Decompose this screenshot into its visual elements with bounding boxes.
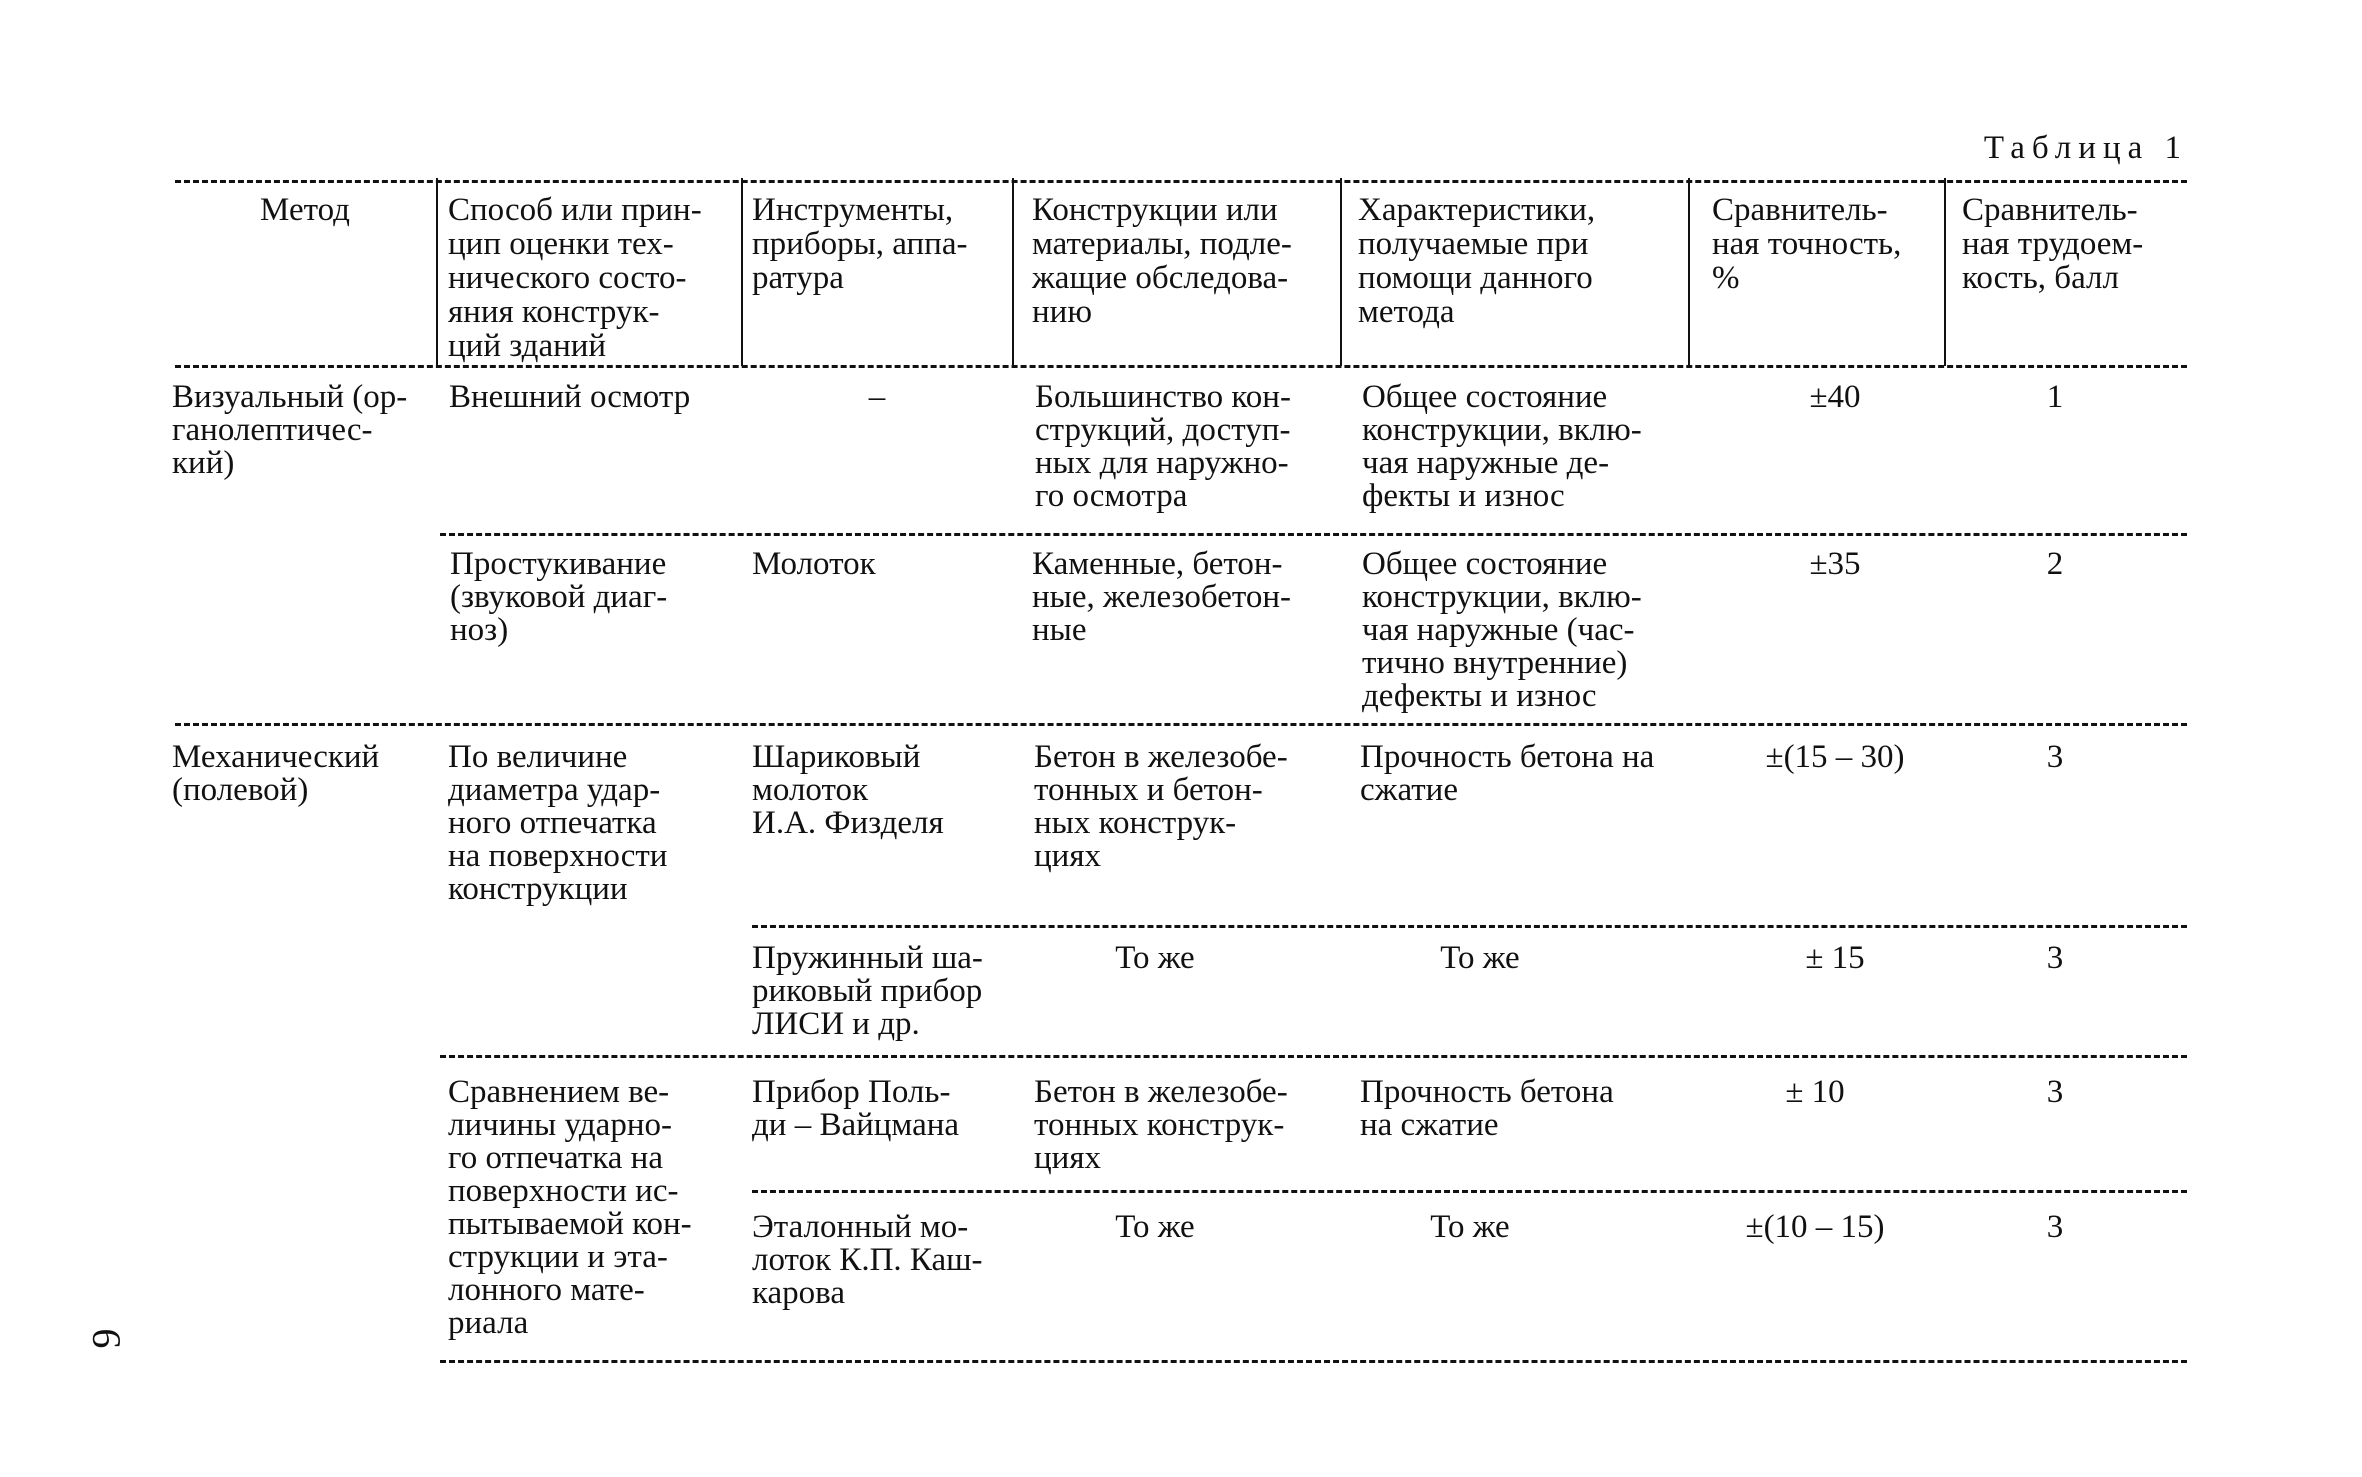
- header-way: Способ или прин- цип оценки тех- нического состо- яния конструк- ций зданий: [448, 192, 702, 364]
- rule-subgroup-bottom: [440, 1055, 2187, 1058]
- header-divider-1: [436, 178, 438, 366]
- table-caption: Таблица 1: [1983, 130, 2188, 166]
- rule-table-bottom: [440, 1360, 2187, 1363]
- row-3-tool: Шариковый молоток И.А. Физделя: [752, 739, 944, 841]
- row-5-way: Сравнением ве- личины ударно- го отпечатка на поверхности ис- пытываемой кон- струкции и эта- лонного мате- риала: [448, 1074, 692, 1341]
- row-1-characteristic: Общее состояние конструкции, вклю- чая наружные де- фекты и износ: [1362, 379, 1642, 514]
- row-4-tool: Пружинный ша- риковый прибор ЛИСИ и др.: [752, 940, 983, 1042]
- header-divider-3: [1012, 178, 1014, 366]
- row-6-labor: 3: [2046, 1209, 2064, 1245]
- row-2-material: Каменные, бетон- ные, железобетон- ные: [1032, 546, 1291, 648]
- rule-row-1-bottom: [440, 533, 2187, 536]
- header-tool: Инструменты, приборы, аппа- ратура: [752, 192, 968, 296]
- row-5-material: Бетон в железобе- тонных конструк- циях: [1034, 1074, 1288, 1176]
- row-6-material: То же: [1115, 1209, 1195, 1245]
- header-divider-5: [1688, 178, 1690, 366]
- header-characteristic: Характеристики, получаемые при помощи данного метода: [1358, 192, 1596, 330]
- row-1-accuracy: ±40: [1809, 379, 1861, 415]
- row-1-tool: –: [868, 379, 886, 415]
- page-number: 9: [83, 1328, 129, 1349]
- header-divider-6: [1944, 178, 1946, 366]
- row-6-accuracy: ±(10 – 15): [1745, 1209, 1885, 1245]
- header-divider-2: [741, 178, 743, 366]
- row-6-characteristic: То же: [1430, 1209, 1510, 1245]
- rule-group-1-bottom: [175, 723, 2187, 726]
- row-3-way: По величине диаметра удар- ного отпечатка на поверхности конструкции: [448, 739, 668, 907]
- row-1-material: Большинство кон- струкций, доступ- ных для наружно- го осмотра: [1035, 379, 1291, 514]
- header-method: Метод: [260, 192, 350, 228]
- row-3-material: Бетон в железобе- тонных и бетон- ных конструк- циях: [1034, 739, 1288, 874]
- row-6-tool: Эталонный мо- лоток К.П. Каш- карова: [752, 1209, 983, 1311]
- rule-header-bottom: [175, 365, 2187, 368]
- row-5-characteristic: Прочность бетона на сжатие: [1360, 1074, 1614, 1143]
- header-accuracy: Сравнитель- ная точность, %: [1712, 192, 1902, 296]
- rule-row-5-bottom: [752, 1190, 2187, 1193]
- row-2-way: Простукивание (звуковой диаг- ноз): [450, 546, 668, 648]
- row-3-accuracy: ±(15 – 30): [1765, 739, 1905, 775]
- row-4-material: То же: [1115, 940, 1195, 976]
- row-3-characteristic: Прочность бетона на сжатие: [1360, 739, 1655, 808]
- row-2-accuracy: ±35: [1809, 546, 1861, 582]
- method-mechanical: Механический (полевой): [172, 739, 380, 808]
- rule-row-3-bottom: [752, 925, 2187, 928]
- rule-table-top: [175, 180, 2187, 183]
- method-visual: Визуальный (ор- ганолептичес- кий): [172, 379, 408, 481]
- header-labor: Сравнитель- ная трудоем- кость, балл: [1962, 192, 2144, 296]
- row-2-characteristic: Общее состояние конструкции, вклю- чая наружные (час- тично внутренние) дефекты и износ: [1362, 546, 1642, 714]
- row-1-way: Внешний осмотр: [449, 379, 691, 415]
- header-divider-4: [1340, 178, 1342, 366]
- row-2-labor: 2: [2046, 546, 2064, 582]
- header-material: Конструкции или материалы, подле- жащие обследова- нию: [1032, 192, 1292, 330]
- row-5-labor: 3: [2046, 1074, 2064, 1110]
- row-4-labor: 3: [2046, 940, 2064, 976]
- row-3-labor: 3: [2046, 739, 2064, 775]
- row-5-accuracy: ± 10: [1785, 1074, 1845, 1110]
- row-2-tool: Молоток: [752, 546, 876, 582]
- row-4-characteristic: То же: [1440, 940, 1520, 976]
- row-1-labor: 1: [2046, 379, 2064, 415]
- row-5-tool: Прибор Поль- ди – Вайцмана: [752, 1074, 960, 1143]
- row-4-accuracy: ± 15: [1805, 940, 1865, 976]
